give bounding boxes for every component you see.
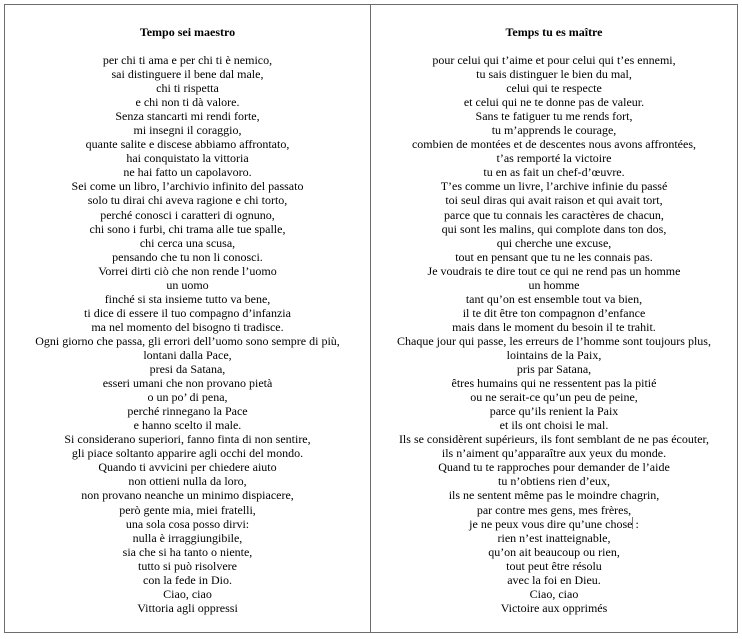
verse-line: però gente mia, miei fratelli, — [119, 502, 256, 517]
verse-line: per chi ti ama e per chi ti è nemico, — [102, 53, 273, 67]
verse-line: un uomo — [166, 277, 209, 292]
italian-column — [5, 5, 371, 632]
verse-line: rien n’est inatteignable, — [497, 530, 611, 545]
verse-line: et celui qui ne te donne pas de valeur. — [463, 95, 645, 110]
verse-line: non provano neanche un minimo dispiacere, — [81, 488, 294, 503]
verse-line: mais dans le moment du besoin il te trahit. — [452, 319, 656, 334]
verse-line: e hanno scelto il male. — [133, 418, 242, 433]
verse-line: Senza stancarti mi rendi forte, — [115, 109, 260, 124]
verse-line: quante salite e discese abbiamo affrontato, — [85, 137, 290, 152]
verse-line: mi insegni il coraggio, — [133, 123, 242, 138]
verse-line: ou ne serait-ce qu’un peu de peine, — [470, 390, 638, 405]
french-verses — [371, 53, 737, 615]
verse-line: ma nel momento del bisogno ti tradisce. — [91, 319, 284, 334]
verse-line: gli piace soltanto apparire agli occhi del mondo. — [71, 446, 304, 461]
verse-line: chi sono i furbi, chi trama alle tue spalle, — [89, 221, 286, 236]
verse-line: chi cerca una scusa, — [139, 235, 236, 250]
verse-line: o un po’ di pena, — [147, 390, 228, 405]
verse-line: tu sais distinguer le bien du mal, — [476, 67, 632, 82]
verse-line: celui qui te respecte — [506, 81, 602, 96]
verse-line: chi ti rispetta — [156, 81, 219, 96]
verse-line: Victoire aux opprimés — [500, 600, 608, 615]
french-title: Temps tu es maître — [505, 25, 603, 39]
verse-line: Ogni giorno che passa, gli errori dell’uomo sono sempre di più, — [35, 333, 340, 348]
verse-line: Ciao, ciao — [163, 586, 212, 601]
verse-line: t’as remporté la victoire — [496, 151, 612, 166]
verse-line: hai conquistato la vittoria — [126, 151, 249, 166]
verse-line: avec la foi en Dieu. — [507, 572, 601, 587]
verse-line: esseri umani che non provano pietà — [102, 376, 273, 391]
verse-line: Vittoria agli oppressi — [137, 600, 238, 615]
verse-line: par contre mes gens, mes frères, — [476, 502, 632, 517]
verse-line: Sei come un libro, l’archivio infinito del passato — [71, 179, 304, 194]
verse-line: perché rinnegano la Pace — [127, 404, 248, 419]
verse-line: T’es comme un livre, l’archive infinie du passé — [440, 179, 668, 194]
verse-line: Ils se considèrent supérieurs, ils font semblant de ne pas écouter, — [398, 432, 710, 447]
verse-line: e chi non ti dà valore. — [135, 95, 240, 110]
verse-line: nulla è irraggiungibile, — [132, 530, 243, 545]
verse-line: tu m’apprends le courage, — [491, 123, 617, 138]
verse-line: perché conosci i caratteri di ognuno, — [100, 207, 275, 222]
verse-line: Vorrei dirti ciò che non rende l’uomo — [98, 263, 277, 278]
verse-line: sai distinguere il bene dal male, — [111, 67, 264, 82]
verse-line: et ils ont choisi le mal. — [499, 418, 609, 433]
verse-line: Si considerano superiori, fanno finta di non sentire, — [64, 432, 311, 447]
verse-line: qu’on ait beaucoup ou rien, — [488, 544, 620, 559]
french-column — [371, 5, 737, 632]
verse-line: lointains de la Paix, — [506, 347, 602, 362]
verse-line: Je voudrais te dire tout ce qui ne rend pas un homme — [427, 263, 681, 278]
verse-line: ils ne sentent même pas le moindre chagrin, — [448, 488, 660, 503]
verse-line: una sola cosa posso dirvi: — [125, 516, 250, 531]
verse-line: je ne peux vous dire qu’une chose : — [469, 516, 639, 531]
verse-line: presi da Satana, — [149, 362, 226, 377]
verse-line: ils n’aiment qu’apparaître aux yeux du monde. — [441, 446, 667, 461]
verse-line: tout en pensant que tu ne les connais pas. — [455, 249, 653, 264]
verse-line: un homme — [528, 277, 580, 292]
verse-line: tu en as fait un chef-d’œuvre. — [483, 165, 625, 180]
verse-line: qui cherche une excuse, — [496, 235, 612, 250]
verse-line: sia che si ha tanto o niente, — [122, 544, 253, 559]
verse-line: tant qu’on est ensemble tout va bien, — [465, 291, 643, 306]
verse-line: toi seul diras qui avait raison et qui avait tort, — [445, 193, 663, 208]
verse-line: pris par Satana, — [516, 362, 592, 377]
verse-line: tutto si può risolvere — [138, 558, 237, 573]
poem-table — [4, 4, 738, 633]
verse-line: êtres humains qui ne ressentent pas la pitié — [451, 376, 657, 391]
verse-line: qui sont les malins, qui complote dans ton dos, — [441, 221, 667, 236]
verse-line: ne hai fatto un capolavoro. — [123, 165, 252, 180]
text-cursor — [632, 517, 633, 529]
verse-line: tout peut être résolu — [506, 558, 602, 573]
italian-verses — [5, 53, 370, 615]
italian-title: Tempo sei maestro — [139, 25, 236, 39]
verse-line: parce que tu connais les caractères de chacun, — [444, 207, 664, 222]
verse-line: ti dice di essere il tuo compagno d’infanzia — [84, 305, 291, 320]
verse-line: combien de montées et de descentes nous avons affrontées, — [411, 137, 697, 152]
verse-line: solo tu dirai chi aveva ragione e chi torto, — [87, 193, 288, 208]
verse-line: il te dit être ton compagnon d’enfance — [462, 305, 646, 320]
verse-line: Ciao, ciao — [529, 586, 579, 601]
verse-line: tu n’obtiens rien d’eux, — [498, 474, 610, 489]
verse-line: pensando che tu non li conosci. — [112, 249, 263, 264]
verse-line: Quando ti avvicini per chiedere aiuto — [98, 460, 277, 475]
verse-line: Chaque jour qui passe, les erreurs de l’homme sont toujours plus, — [397, 333, 711, 348]
verse-line: Quand tu te rapproches pour demander de l’aide — [438, 460, 670, 475]
verse-line: pour celui qui t’aime et pour celui qui t’es ennemi, — [432, 53, 676, 67]
verse-line: non ottieni nulla da loro, — [128, 474, 247, 489]
verse-line: con la fede in Dio. — [143, 572, 232, 587]
verse-line: lontani dalla Pace, — [143, 347, 232, 362]
verse-line: finché si sta insieme tutto va bene, — [104, 291, 271, 306]
verse-line: parce qu’ils renient la Paix — [489, 404, 619, 419]
verse-line: Sans te fatiguer tu me rends fort, — [475, 109, 633, 124]
